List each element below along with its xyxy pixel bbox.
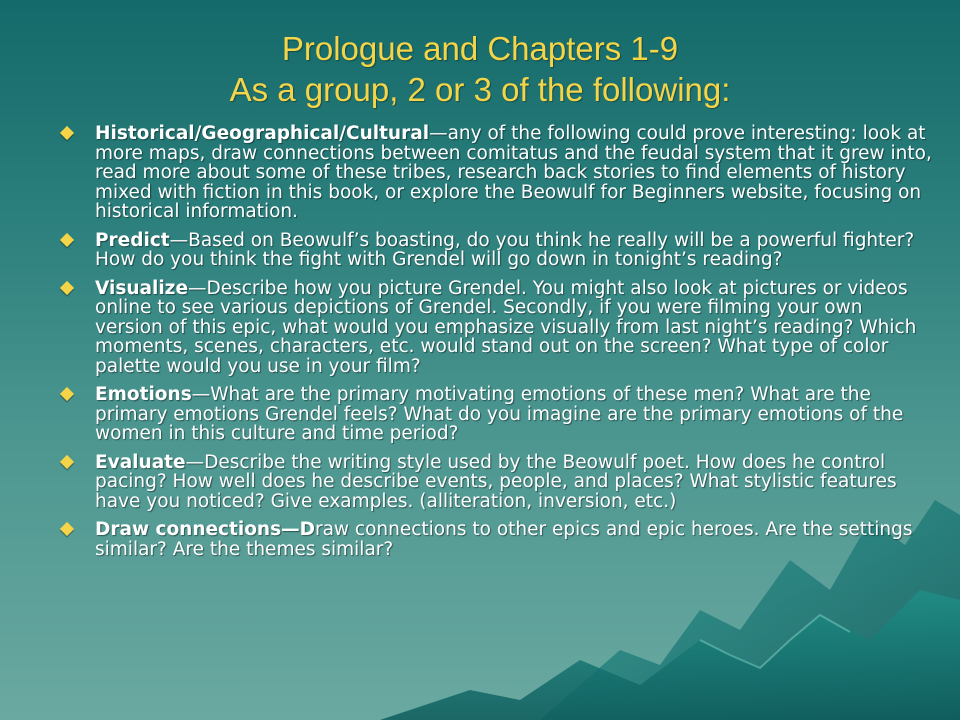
bullet-term: Draw connections—D: [95, 519, 315, 540]
bullet-visualize: [58, 279, 936, 377]
bullet-term: Predict: [95, 229, 170, 251]
bullet-text: —What are the primary motivating emotions of these men? What are the primary emotions Grendel feels? What do you imagine are the primary emotions of the women in this culture and time period?: [95, 384, 904, 444]
bullet-text: —Based on Beowulf’s boasting, do you think he really will be a powerful fighter? How do you think the fight with Grendel will go down in tonight’s reading?: [95, 229, 915, 270]
bullet-term: Evaluate: [95, 451, 186, 473]
title-line-1: Prologue and Chapters 1-9: [281, 30, 679, 67]
diamond-bullet-icon: [60, 280, 74, 294]
title-line-2: As a group, 2 or 3 of the following:: [229, 71, 731, 108]
diamond-bullet-icon: [60, 387, 74, 401]
bullet-emotions: [58, 385, 936, 444]
bullet-text: —any of the following could prove interesting: look at more maps, draw connections between comitatus and the feudal system that it grew into, read more about some of these tribes, research back stories to find elements of history mixed with fiction in this book, or explore the Beowulf for Beginners website, focusing on historical information.: [95, 123, 932, 222]
diamond-bullet-icon: [60, 126, 74, 140]
bullet-evaluate: [58, 453, 936, 512]
activity-list: [58, 124, 936, 568]
diamond-bullet-icon: [60, 522, 74, 536]
bullet-text: —Describe how you picture Grendel. You might also look at pictures or videos online to see various depictions of Grendel. Secondly, if you were filming your own version of this epic, what would you emphasize visually from last night’s reading? Which moments, scenes, characters, etc. would stand out on the screen? What type of color palette would you use in your film?: [95, 277, 917, 377]
bullet-text: —Describe the writing style used by the Beowulf poet. How does he control pacing? How well does he describe events, people, and places? What stylistic features have you noticed? Give examples. (alliteration, inversion, etc.): [95, 451, 897, 512]
diamond-bullet-icon: [60, 232, 74, 246]
bullet-term: Visualize: [95, 277, 188, 299]
diamond-bullet-icon: [60, 454, 74, 468]
bullet-text: raw connections to other epics and epic heroes. Are the settings similar? Are the themes similar?: [95, 519, 913, 560]
bullet-draw-connections: [58, 520, 936, 559]
bullet-historical: [58, 124, 936, 222]
bullet-term: Historical/Geographical/Cultural: [95, 123, 430, 144]
slide-title: [60, 28, 900, 110]
bullet-predict: [58, 231, 936, 270]
bullet-term: Emotions: [95, 384, 192, 405]
